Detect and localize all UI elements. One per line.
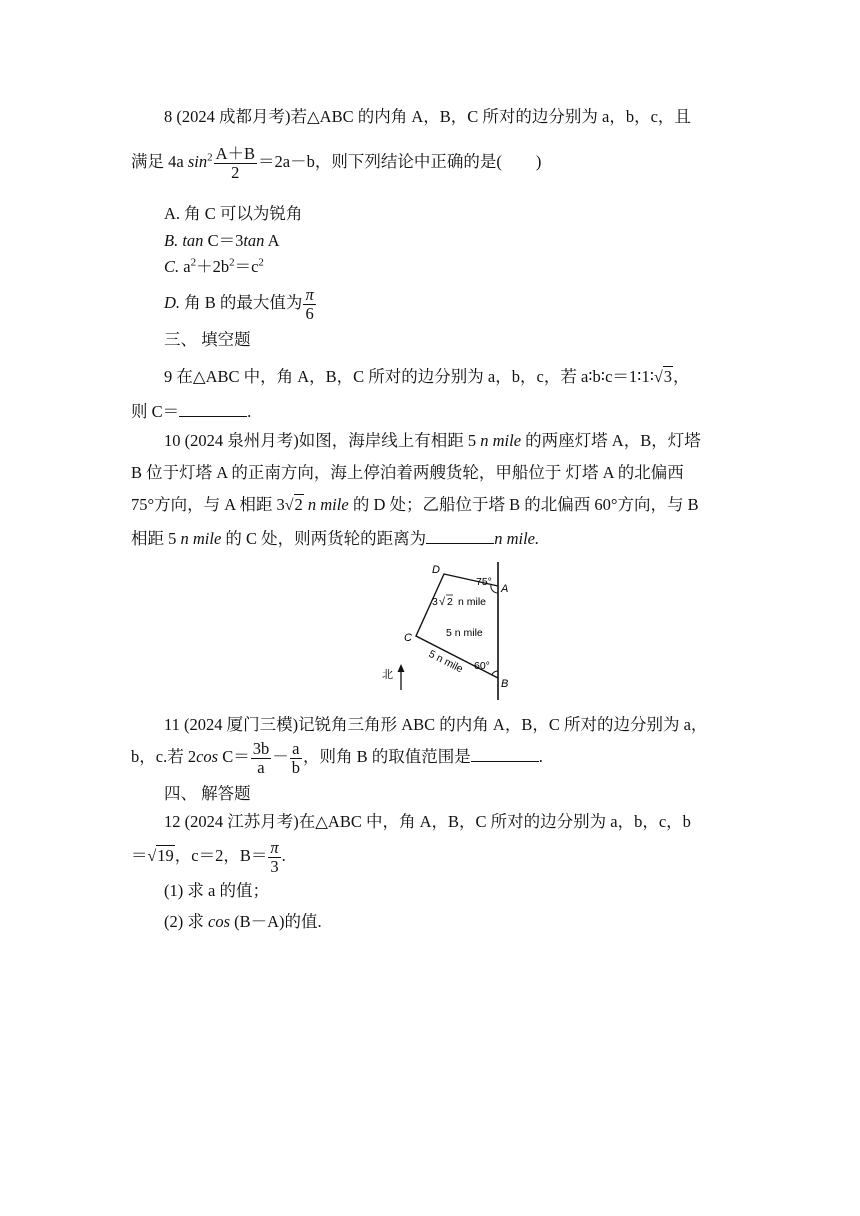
q12-sub2-end: (B－A)的值. [230, 912, 322, 931]
q9-text: 9 在△ABC 中，角 A，B，C 所对的边分别为 a，b，c，若 a∶b∶c＝1∶1∶ [164, 367, 655, 386]
section-3-title: 三、 填空题 [164, 330, 251, 349]
label-a: A [501, 583, 509, 595]
north-arrow-head-icon [398, 664, 405, 672]
angle-b-label: 60° [474, 660, 490, 672]
distance-da-rad: 2 [447, 596, 453, 608]
q12-f-num: π [270, 838, 279, 858]
q11-line1: 11 (2024 厦门三模)记锐角三角形 ABC 的内角 A，B，C 所对的边分别为 a， [164, 715, 708, 734]
q8-frac-num: A＋B [215, 144, 256, 164]
q8-option-d-den: 6 [305, 303, 314, 323]
q10-unit: n mile [480, 431, 522, 450]
q12-sub2 [164, 912, 322, 932]
q10-line4-mid: 的 C 处，则两货轮的距离为 [221, 529, 427, 548]
q8-option-c [164, 257, 264, 277]
q10-line1 [164, 431, 701, 451]
q12-fraction [268, 839, 280, 875]
q8-option-b [164, 231, 280, 251]
q9-line1 [164, 367, 690, 388]
q8-close-paren: ) [535, 152, 542, 171]
q10-unit-2: n mile [307, 495, 349, 514]
q11-f1-den: a [257, 757, 265, 777]
angle-a-label: 75° [476, 576, 492, 588]
q10-line2: B 位于灯塔 A 的正南方向，海上停泊着两艘货轮，甲船位于 灯塔 A 的北偏西 [131, 463, 684, 482]
q12-sqrt-arg: 19 [157, 846, 174, 865]
q8-option-c-exp2: 2 [229, 256, 235, 269]
q8-option-a: A. 角 C 可以为锐角 [164, 204, 303, 223]
q12-line2 [131, 836, 286, 877]
q8-line2 [131, 142, 541, 182]
distance-ca: 5 n mile [446, 627, 483, 639]
q8-option-c-mid: ＋2b [196, 257, 230, 276]
lighthouse-figure [370, 560, 520, 700]
q10-line1-end: 的两座灯塔 A，B，灯塔 [521, 431, 701, 450]
angle-arc-b [492, 671, 498, 675]
q8-option-d-text: 角 B 的最大值为 [180, 293, 303, 312]
q11-f1-num: 3b [252, 739, 270, 759]
q8-option-d [164, 283, 317, 323]
q11-f2-den: b [291, 757, 300, 777]
q8-option-b-tan1: tan [182, 231, 204, 250]
distance-da-radical: √ [439, 596, 446, 608]
distance-cb: 5 n mile [426, 647, 465, 676]
q10-line4 [131, 529, 539, 549]
q12-sqrt: √19 [147, 846, 174, 865]
q8-option-b-mid: C＝3 [203, 231, 244, 250]
q10-sqrt-arg: 2 [294, 495, 303, 514]
label-c: C [404, 632, 412, 644]
section-4-title: 四、 解答题 [164, 784, 251, 803]
q10-line3-end: 的 D 处；乙船位于塔 B 的北偏西 60°方向，与 B [348, 495, 699, 514]
q12-line1: 12 (2024 江苏月考)在△ABC 中，角 A，B，C 所对的边分别为 a，b，c，b [164, 812, 691, 831]
q11-answer-blank[interactable] [471, 747, 539, 762]
q9-answer-blank[interactable] [179, 402, 247, 417]
q8-option-c-exp1: 2 [190, 256, 197, 269]
distance-da-unit: n mile [458, 596, 487, 608]
distance-da-coef: 3 [432, 596, 438, 608]
q10-answer-blank[interactable] [426, 529, 494, 544]
q8-sin: sin [187, 152, 208, 171]
q11-fraction-1 [251, 740, 272, 776]
q8-option-b-tan2: tan [243, 231, 265, 250]
q8-option-b-label: B. [164, 231, 179, 250]
q11-end: . [538, 747, 543, 766]
q12-f-den: 3 [270, 856, 279, 876]
q8-pre: 满足 4a [131, 152, 188, 171]
q8-option-c-exp3: 2 [258, 256, 264, 269]
label-d: D [432, 564, 440, 576]
q12-sub1: (1) 求 a 的值； [164, 881, 269, 900]
q8-option-d-num: π [305, 285, 314, 305]
q10-sqrt: √2 [284, 495, 303, 514]
label-b: B [501, 678, 509, 690]
q8-fraction [214, 145, 257, 181]
q10-unit-3: n mile [180, 529, 222, 548]
q8-frac-den: 2 [231, 162, 240, 182]
q10-line4-unit: n mile. [494, 529, 540, 548]
q8-post: ＝2a－b，则下列结论中正确的是( [258, 152, 502, 171]
q11-minus: － [272, 747, 289, 766]
q12-pre: ＝ [131, 846, 148, 865]
q8-option-c-eq: ＝c [234, 257, 259, 276]
q8-option-c-label: C. [164, 257, 180, 276]
q10-line3-pre: 75°方向，与 A 相距 3 [131, 495, 285, 514]
q12-sub2-cos: cos [208, 912, 230, 931]
q9-line2-pre: 则 C＝ [131, 402, 180, 421]
q11-cos: cos [196, 747, 219, 766]
q12-mid: ，c＝2，B＝ [174, 846, 268, 865]
q8-sin-exp: 2 [207, 151, 213, 164]
q10-line1-text: 10 (2024 泉州月考)如图，海岸线上有相距 5 [164, 431, 481, 450]
q12-sub2-pre: (2) 求 [164, 912, 208, 931]
q9-line2 [131, 402, 251, 422]
q9-sqrt: √3 [654, 367, 673, 386]
q9-line2-end: . [247, 402, 252, 421]
q8-option-b-end: A [264, 231, 280, 250]
q10-line3 [131, 495, 699, 516]
q9-end: ， [673, 367, 690, 386]
q8-line1: 8 (2024 成都月考)若△ABC 的内角 A，B，C 所对的边分别为 a，b，c，且 [164, 107, 691, 126]
q11-mid: C＝ [218, 747, 250, 766]
q9-sqrt-arg: 3 [663, 367, 673, 386]
north-label: 北 [382, 669, 393, 681]
q8-option-d-fraction [303, 286, 315, 322]
q10-line4-pre: 相距 5 [131, 529, 181, 548]
q12-end: . [281, 846, 286, 865]
q11-pre: b，c.若 2 [131, 747, 197, 766]
q8-option-d-label: D. [164, 293, 181, 312]
q11-line2 [131, 737, 543, 777]
q8-option-c-a: a [179, 257, 191, 276]
q11-f2-num: a [290, 740, 302, 758]
q11-post: ，则角 B 的取值范围是 [302, 747, 471, 766]
distance-da [432, 595, 486, 608]
q11-fraction-2 [290, 740, 302, 776]
